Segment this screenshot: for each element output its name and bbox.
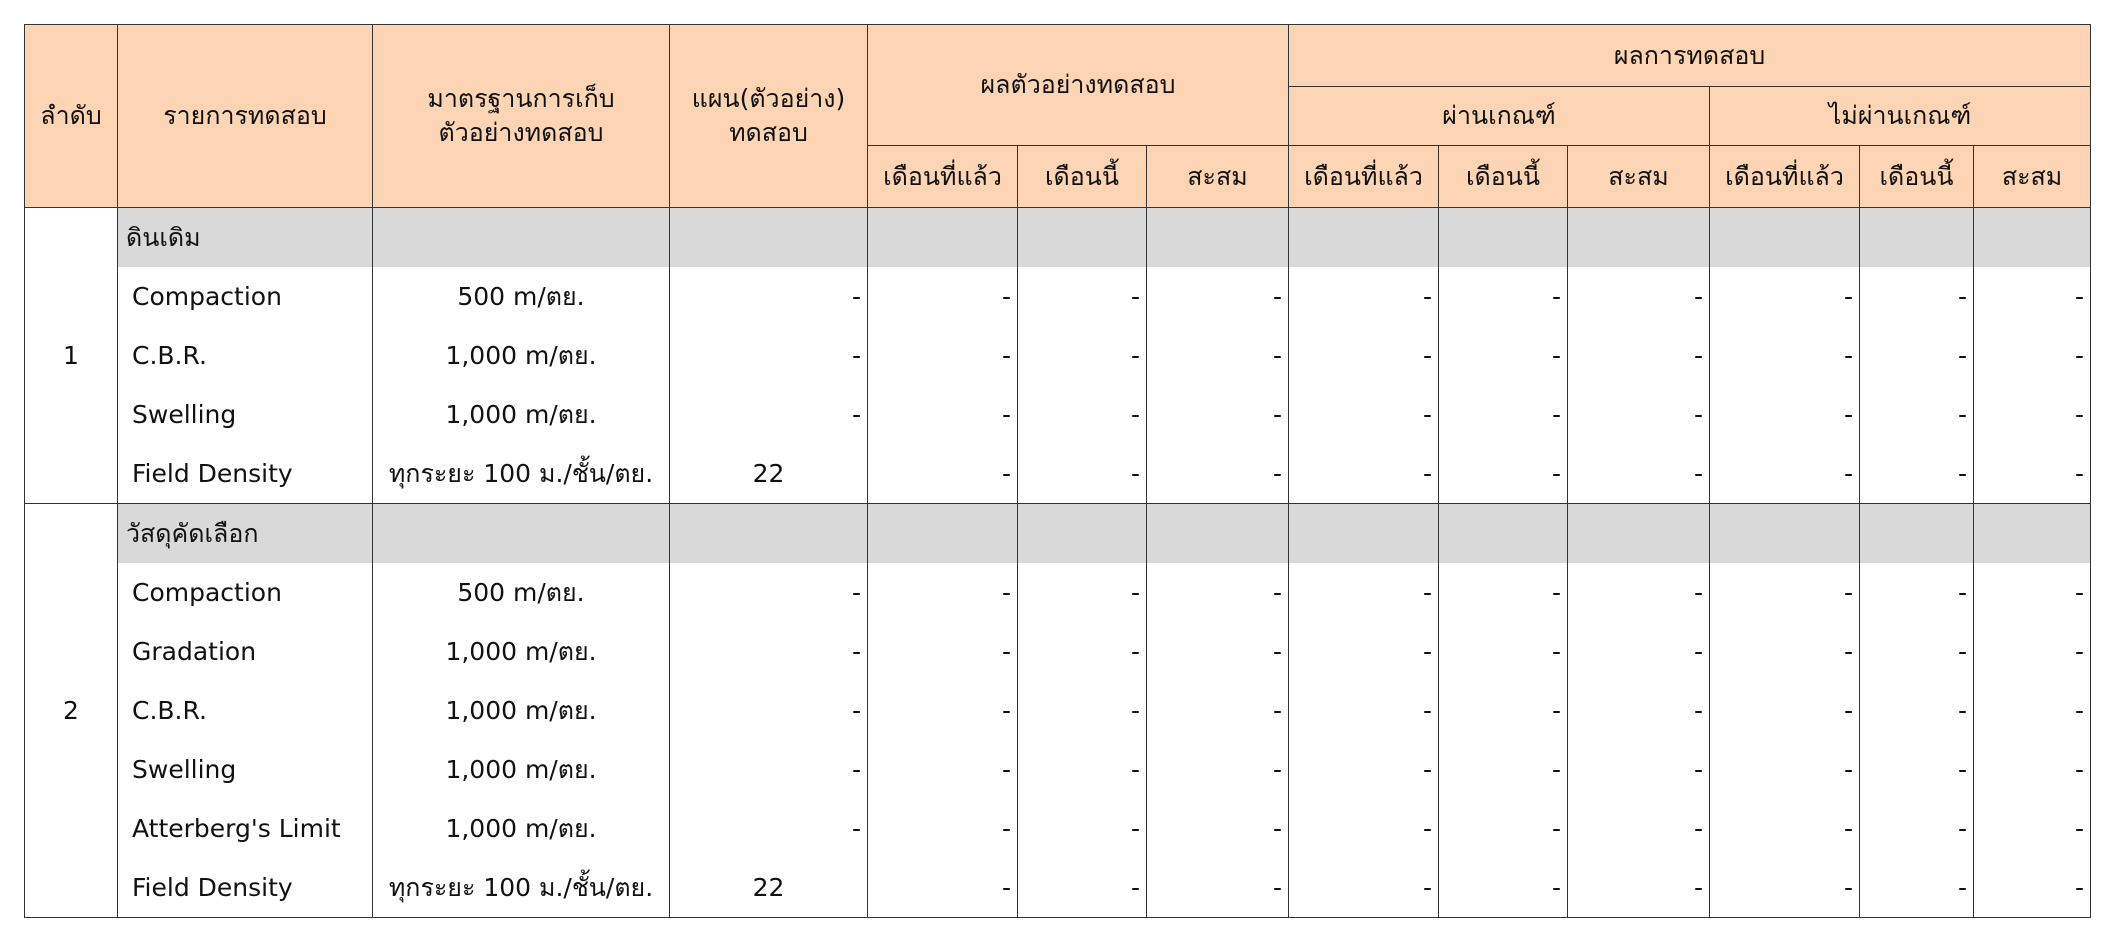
plan-value: 22 [670,858,868,918]
result-value: - [1018,622,1147,681]
result-value: - [1860,799,1974,858]
section-cell [868,208,1018,268]
plan-value: - [670,681,868,740]
plan-value: - [670,326,868,385]
result-value: - [1974,799,2091,858]
header-samples-last-month: เดือนที่แล้ว [868,146,1018,208]
section-cell [1289,208,1439,268]
result-value: - [1439,740,1568,799]
header-plan-line1: แผน(ตัวอย่าง) [691,84,846,113]
section-cell [670,208,868,268]
result-value: - [868,326,1018,385]
header-plan-line2: ทดสอบ [729,118,808,147]
result-value: - [868,681,1018,740]
section-row [25,208,2091,268]
result-value: - [1568,681,1710,740]
section-cell [373,504,670,564]
result-value: - [1568,622,1710,681]
table-row [25,622,2091,681]
section-row [25,504,2091,564]
result-value: - [1147,858,1289,918]
result-value: - [1974,267,2091,326]
section-cell [1439,504,1568,564]
plan-value: - [670,799,868,858]
result-value: - [1289,740,1439,799]
result-value: - [1147,681,1289,740]
plan-value: 22 [670,444,868,504]
result-value: - [868,563,1018,622]
sampling-standard: 1,000 m/ตย. [373,740,670,799]
test-item-name: Atterberg's Limit [118,799,373,858]
table-row [25,740,2091,799]
table-row [25,326,2091,385]
test-results-table-container [24,24,2090,918]
header-standard [373,25,670,208]
result-value: - [1018,326,1147,385]
result-value: - [1289,799,1439,858]
result-value: - [1439,267,1568,326]
result-value: - [868,799,1018,858]
result-value: - [1860,444,1974,504]
result-value: - [1568,444,1710,504]
section-title: ดินเดิม [118,208,373,268]
section-cell [1710,504,1860,564]
result-value: - [1439,622,1568,681]
section-cell [1860,504,1974,564]
result-value: - [1974,681,2091,740]
result-value: - [1974,622,2091,681]
table-row [25,858,2091,918]
header-results: ผลการทดสอบ [1289,25,2091,87]
plan-value: - [670,563,868,622]
plan-value: - [670,267,868,326]
sampling-standard: 1,000 m/ตย. [373,799,670,858]
result-value: - [1568,740,1710,799]
table-row [25,799,2091,858]
result-value: - [1018,681,1147,740]
sampling-standard: 1,000 m/ตย. [373,385,670,444]
result-value: - [1439,385,1568,444]
section-number: 2 [25,504,118,918]
result-value: - [1860,563,1974,622]
section-cell [1147,504,1289,564]
header-seq: ลำดับ [25,25,118,208]
table-row [25,563,2091,622]
result-value: - [1018,563,1147,622]
result-value: - [1018,858,1147,918]
table-row [25,267,2091,326]
result-value: - [1147,444,1289,504]
result-value: - [1289,326,1439,385]
section-cell [670,504,868,564]
result-value: - [868,622,1018,681]
result-value: - [1439,681,1568,740]
test-item-name: Compaction [118,267,373,326]
result-value: - [1860,681,1974,740]
result-value: - [1289,385,1439,444]
result-value: - [1568,326,1710,385]
header-fail-cumulative: สะสม [1974,146,2091,208]
result-value: - [1860,740,1974,799]
result-value: - [1147,799,1289,858]
result-value: - [1568,385,1710,444]
result-value: - [1860,326,1974,385]
result-value: - [1974,740,2091,799]
plan-value: - [670,385,868,444]
result-value: - [1710,858,1860,918]
section-cell [1974,208,2091,268]
result-value: - [1710,622,1860,681]
section-cell [1018,208,1147,268]
test-item-name: C.B.R. [118,326,373,385]
result-value: - [1289,858,1439,918]
section-cell [868,504,1018,564]
result-value: - [1710,681,1860,740]
result-value: - [1974,326,2091,385]
result-value: - [1289,681,1439,740]
result-value: - [868,385,1018,444]
result-value: - [1860,858,1974,918]
result-value: - [1289,622,1439,681]
result-value: - [1439,444,1568,504]
table-row [25,444,2091,504]
section-cell [1147,208,1289,268]
result-value: - [868,858,1018,918]
header-pass: ผ่านเกณฑ์ [1289,87,1710,146]
test-item-name: Swelling [118,740,373,799]
plan-value: - [670,622,868,681]
section-title: วัสดุคัดเลือก [118,504,373,564]
table-row [25,385,2091,444]
sampling-standard: ทุกระยะ 100 ม./ชั้น/ตย. [373,444,670,504]
result-value: - [1018,799,1147,858]
header-fail-last-month: เดือนที่แล้ว [1710,146,1860,208]
header-standard-line2: ตัวอย่างทดสอบ [438,118,604,147]
result-value: - [1568,858,1710,918]
result-value: - [1710,267,1860,326]
result-value: - [1289,267,1439,326]
result-value: - [1860,267,1974,326]
section-cell [1018,504,1147,564]
result-value: - [1147,622,1289,681]
sampling-standard: 1,000 m/ตย. [373,622,670,681]
result-value: - [1860,385,1974,444]
sampling-standard: ทุกระยะ 100 ม./ชั้น/ตย. [373,858,670,918]
result-value: - [868,267,1018,326]
section-cell [373,208,670,268]
test-results-table [24,24,2091,918]
header-pass-this-month: เดือนนี้ [1439,146,1568,208]
result-value: - [1147,385,1289,444]
result-value: - [1710,740,1860,799]
result-value: - [1289,444,1439,504]
result-value: - [1710,563,1860,622]
result-value: - [1018,267,1147,326]
section-cell [1289,504,1439,564]
result-value: - [1710,326,1860,385]
header-fail: ไม่ผ่านเกณฑ์ [1710,87,2091,146]
result-value: - [1439,799,1568,858]
result-value: - [1974,563,2091,622]
test-item-name: Field Density [118,444,373,504]
result-value: - [868,740,1018,799]
table-header [25,25,2091,208]
result-value: - [1568,267,1710,326]
result-value: - [1289,563,1439,622]
section-cell [1860,208,1974,268]
header-samples-this-month: เดือนนี้ [1018,146,1147,208]
result-value: - [1974,858,2091,918]
result-value: - [1147,563,1289,622]
section-cell [1974,504,2091,564]
result-value: - [1018,740,1147,799]
result-value: - [1974,385,2091,444]
header-fail-this-month: เดือนนี้ [1860,146,1974,208]
result-value: - [1860,622,1974,681]
result-value: - [1018,444,1147,504]
result-value: - [1568,563,1710,622]
test-item-name: Gradation [118,622,373,681]
test-item-name: C.B.R. [118,681,373,740]
result-value: - [1974,444,2091,504]
test-item-name: Compaction [118,563,373,622]
result-value: - [1439,563,1568,622]
section-cell [1568,208,1710,268]
header-samples-cumulative: สะสม [1147,146,1289,208]
result-value: - [1147,267,1289,326]
result-value: - [1018,385,1147,444]
section-cell [1710,208,1860,268]
plan-value: - [670,740,868,799]
table-row [25,681,2091,740]
section-number: 1 [25,208,118,504]
result-value: - [1439,326,1568,385]
table-body [25,208,2091,918]
header-pass-cumulative: สะสม [1568,146,1710,208]
result-value: - [1710,385,1860,444]
header-plan [670,25,868,208]
header-pass-last-month: เดือนที่แล้ว [1289,146,1439,208]
result-value: - [1147,740,1289,799]
result-value: - [1439,858,1568,918]
header-item: รายการทดสอบ [118,25,373,208]
test-item-name: Field Density [118,858,373,918]
sampling-standard: 500 m/ตย. [373,563,670,622]
section-cell [1568,504,1710,564]
sampling-standard: 1,000 m/ตย. [373,326,670,385]
result-value: - [1710,799,1860,858]
section-cell [1439,208,1568,268]
result-value: - [1710,444,1860,504]
header-samples: ผลตัวอย่างทดสอบ [868,25,1289,146]
result-value: - [1147,326,1289,385]
result-value: - [868,444,1018,504]
test-item-name: Swelling [118,385,373,444]
header-standard-line1: มาตรฐานการเก็บ [427,84,615,113]
result-value: - [1568,799,1710,858]
sampling-standard: 500 m/ตย. [373,267,670,326]
sampling-standard: 1,000 m/ตย. [373,681,670,740]
